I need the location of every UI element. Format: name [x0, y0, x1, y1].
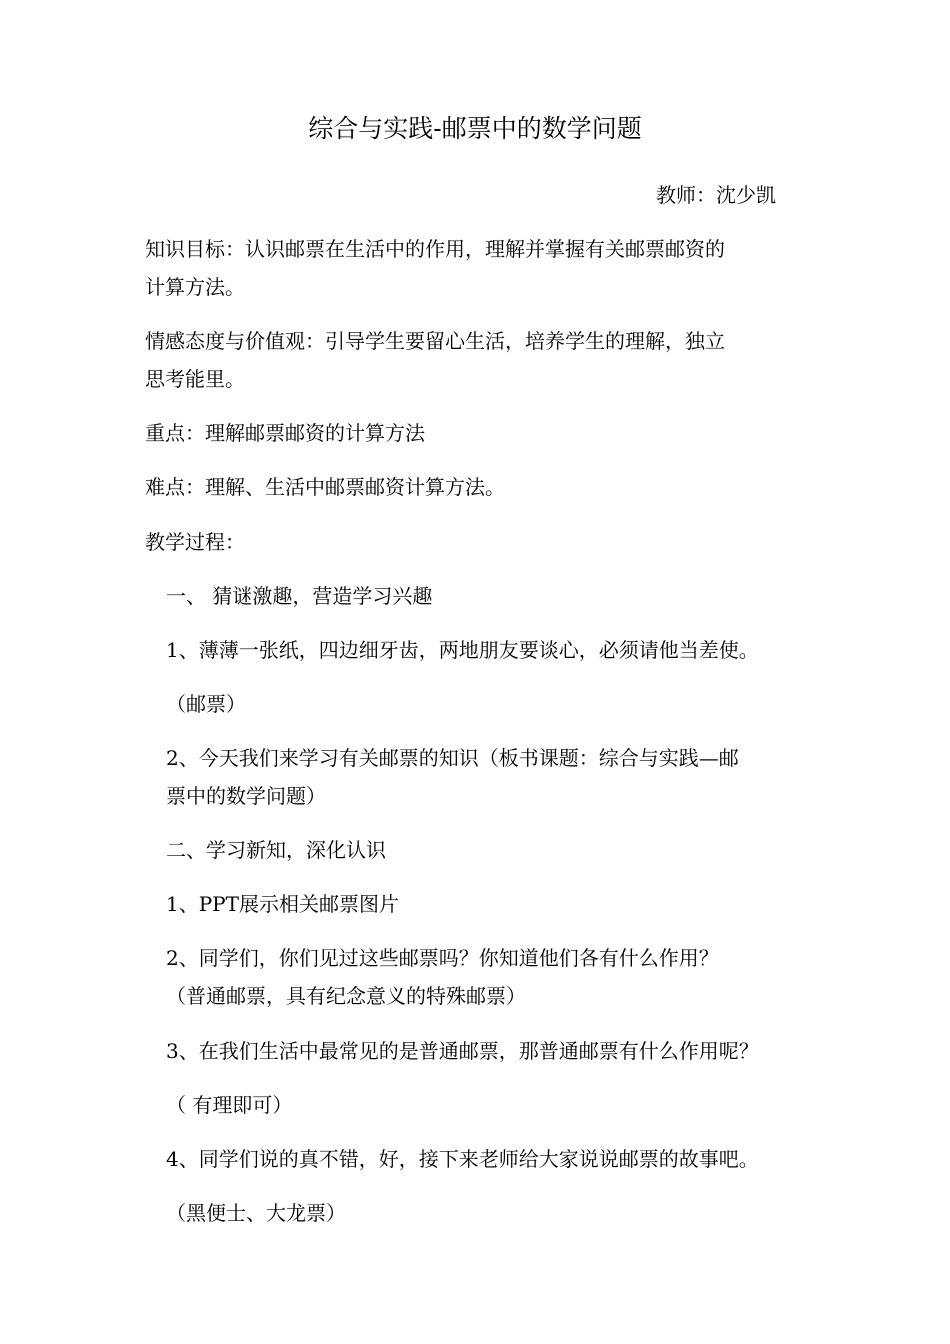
process-heading: 教学过程：	[145, 530, 245, 554]
list-item: 4、同学们说的真不错，好，接下来老师给大家说说邮票的故事吧。	[166, 1147, 759, 1171]
section-two-heading: 二、学习新知，深化认识	[166, 838, 386, 862]
list-item: 票中的数学问题）	[166, 784, 326, 808]
attitude-goal-line-1: 情感态度与价值观：引导学生要留心生活，培养学生的理解，独立	[145, 329, 725, 353]
section-one-heading: 一、 猜谜激趣，营造学习兴趣	[166, 584, 433, 608]
knowledge-goal-line-2: 计算方法。	[145, 275, 245, 299]
list-item: 1、PPT展示相关邮票图片	[166, 892, 399, 916]
knowledge-goal-line-1: 知识目标：认识邮票在生活中的作用，理解并掌握有关邮票邮资的	[145, 237, 725, 261]
list-item: 1、薄薄一张纸，四边细牙齿，两地朋友要谈心，必须请他当差使。	[166, 638, 759, 662]
list-item: 2、今天我们来学习有关邮票的知识（板书课题：综合与实践—邮	[166, 746, 739, 770]
document-title: 综合与实践-邮票中的数学问题	[308, 114, 642, 143]
list-item: （邮票）	[166, 692, 246, 716]
list-item: 2、同学们，你们见过这些邮票吗？你知道他们各有什么作用？	[166, 946, 719, 970]
attitude-goal-line-2: 思考能里。	[145, 367, 245, 391]
list-item: （黑便士、大龙票）	[166, 1201, 346, 1225]
difficult-point-line: 难点：理解、生活中邮票邮资计算方法。	[145, 475, 505, 499]
list-item: （普通邮票，具有纪念意义的特殊邮票）	[166, 984, 526, 1008]
list-item: 3、在我们生活中最常见的是普通邮票，那普通邮票有什么作用呢？	[166, 1039, 759, 1063]
list-item: （ 有理即可）	[166, 1093, 293, 1117]
teacher-name: 教师：沈少凯	[656, 183, 776, 207]
key-point-line: 重点：理解邮票邮资的计算方法	[145, 421, 425, 445]
